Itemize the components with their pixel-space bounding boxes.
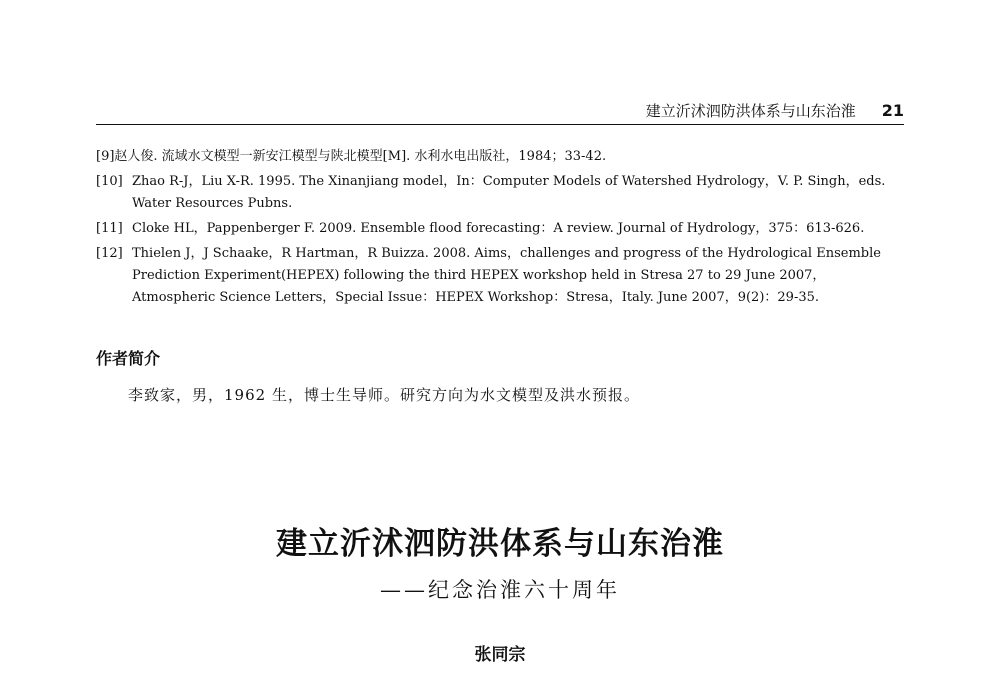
article-title: 建立沂沭泗防洪体系与山东治淮 bbox=[276, 526, 724, 562]
author-bio: 李致家，男，1962 生，博士生导师。研究方向为水文模型及洪水预报。 bbox=[128, 386, 640, 404]
article-subtitle: ——纪念治淮六十周年 bbox=[380, 578, 620, 602]
reference-text: 赵人俊. 流域水文模型一新安江模型与陕北模型[M]. 水利水电出版社，1984；33-42. bbox=[114, 149, 607, 164]
page-number: 21 bbox=[881, 101, 904, 120]
reference-text: Zhao R-J，Liu X-R. 1995. The Xinanjiang model，In：Computer Models of Watershed Hydrology，V. P. Singh，eds. Water Resources Pubns. bbox=[132, 174, 886, 211]
article-author: 张同宗 bbox=[474, 645, 526, 665]
reference-item bbox=[96, 218, 906, 240]
running-header bbox=[96, 100, 904, 122]
reference-list bbox=[96, 146, 906, 312]
reference-number: [9] bbox=[96, 149, 115, 164]
author-section-heading: 作者简介 bbox=[96, 349, 161, 368]
reference-number: [12] bbox=[96, 246, 123, 261]
reference-item bbox=[96, 146, 906, 168]
reference-text: Thielen J，J Schaake，R Hartman，R Buizza. 2008. Aims，challenges and progress of the Hydrological Ensemble Prediction Experiment(HEPEX) following the third HEPEX workshop held in Stresa 27 to 29 June 2007，Atmospheric Science Letters，Special Issue：HEPEX Workshop：Stresa，Italy. June 2007，9(2)：29-35. bbox=[132, 246, 881, 305]
reference-item bbox=[96, 243, 906, 309]
reference-number: [10] bbox=[96, 174, 123, 189]
reference-item bbox=[96, 171, 906, 215]
reference-text: Cloke HL，Pappenberger F. 2009. Ensemble flood forecasting：A review. Journal of Hydrology，375：613-626. bbox=[132, 221, 865, 236]
running-header-title: 建立沂沭泗防洪体系与山东治淮 bbox=[645, 102, 856, 120]
reference-number: [11] bbox=[96, 221, 123, 236]
header-rule bbox=[96, 124, 904, 125]
